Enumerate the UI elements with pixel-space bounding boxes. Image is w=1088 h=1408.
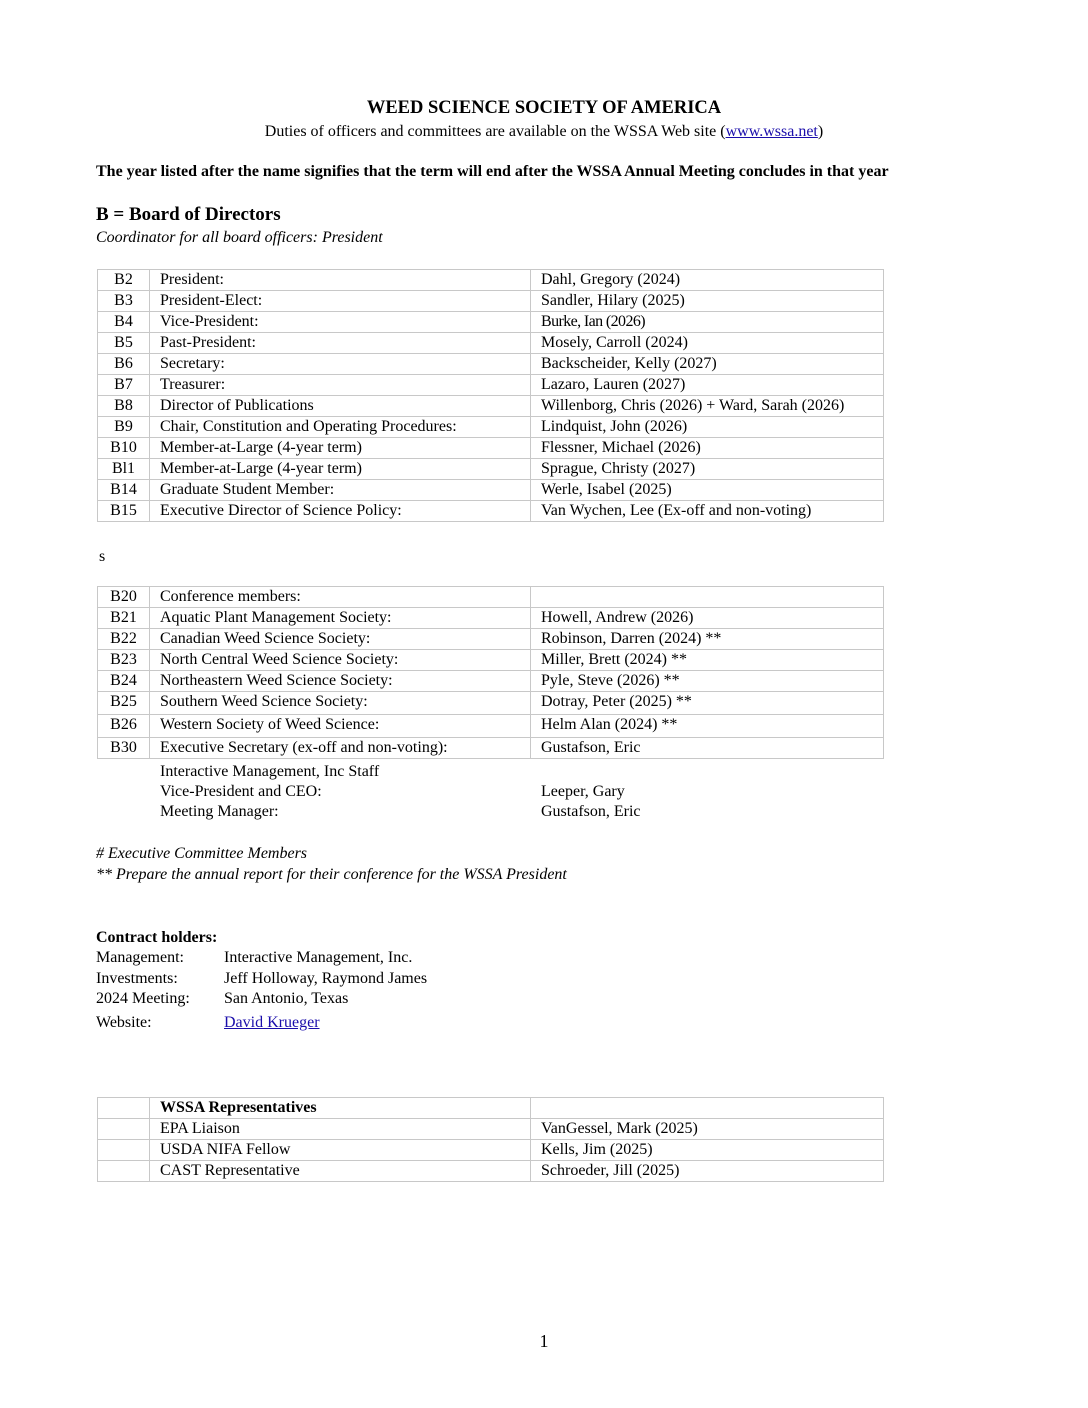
row-code: B9 [98,417,150,438]
row-code: B23 [98,650,150,671]
row-code [98,1119,150,1140]
row-code: B5 [98,333,150,354]
row-name: Pyle, Steve (2026) ** [531,671,884,692]
subtitle-prefix: Duties of officers and committees are available on the WSSA Web site ( [264,123,726,140]
legend-annual-report: ** Prepare the annual report for their conference for the WSSA President [96,866,567,883]
row-code: B22 [98,629,150,650]
table-row [98,480,884,501]
contract-row [96,948,412,968]
stray-character: s [99,548,106,565]
row-name: Howell, Andrew (2026) [531,608,884,629]
row-name [531,587,884,608]
table-row [98,375,884,396]
row-role: USDA NIFA Fellow [150,1140,531,1161]
row-name: Dahl, Gregory (2024) [531,270,884,291]
row-name [531,1098,884,1119]
table-row [98,438,884,459]
row-name: Gustafson, Eric [531,738,884,759]
contract-label: Investments: [96,970,178,987]
page-title: WEED SCIENCE SOCIETY OF AMERICA [366,98,722,118]
row-name: Werle, Isabel (2025) [531,480,884,501]
contract-label: 2024 Meeting: [96,990,190,1007]
contract-row [96,969,427,989]
row-code: B20 [98,587,150,608]
row-code: Bl1 [98,459,150,480]
board-coordinator: Coordinator for all board officers: President [96,229,383,246]
contract-row [96,1013,320,1033]
row-name: Van Wychen, Lee (Ex-off and non-voting) [531,501,884,522]
row-role: CAST Representative [150,1161,531,1182]
page-subtitle [0,123,1088,141]
board-table [97,269,884,522]
row-code: B15 [98,501,150,522]
row-role: Member-at-Large (4-year term) [150,438,531,459]
term-note: The year listed after the name signifies that the term will end after the WSSA Annual Meeting concludes in that year [96,163,889,180]
row-name: Lazaro, Lauren (2027) [531,375,884,396]
row-name: Robinson, Darren (2024) ** [531,629,884,650]
contract-holders-heading: Contract holders: [96,929,218,946]
staff-role: Meeting Manager: [160,803,279,820]
row-name: Mosely, Carroll (2024) [531,333,884,354]
row-name: Willenborg, Chris (2026) + Ward, Sarah (2026) [531,396,884,417]
staff-name: Gustafson, Eric [541,803,641,820]
table-row [98,312,884,333]
row-role: Past-President: [150,333,531,354]
row-role: Director of Publications [150,396,531,417]
table-row [98,291,884,312]
row-code: B14 [98,480,150,501]
table-row [98,270,884,291]
row-code: B25 [98,692,150,715]
row-role: Northeastern Weed Science Society: [150,671,531,692]
table-row [98,650,884,671]
row-code: B26 [98,715,150,738]
row-role: Chair, Constitution and Operating Procedures: [150,417,531,438]
table-row [98,629,884,650]
row-code: B7 [98,375,150,396]
row-name: Schroeder, Jill (2025) [531,1161,884,1182]
staff-heading: Interactive Management, Inc Staff [160,763,380,780]
row-code [98,1140,150,1161]
row-code: B2 [98,270,150,291]
contract-value: San Antonio, Texas [224,990,349,1007]
board-heading: B = Board of Directors [96,204,281,225]
row-name: Sprague, Christy (2027) [531,459,884,480]
table-row [98,608,884,629]
row-role: Member-at-Large (4-year term) [150,459,531,480]
table-row [98,692,884,715]
row-role: President: [150,270,531,291]
staff-name: Leeper, Gary [541,783,625,800]
row-name: Dotray, Peter (2025) ** [531,692,884,715]
staff-role: Vice-President and CEO: [160,783,322,800]
row-role: Graduate Student Member: [150,480,531,501]
row-name: Sandler, Hilary (2025) [531,291,884,312]
row-code: B10 [98,438,150,459]
row-code: B6 [98,354,150,375]
row-role: North Central Weed Science Society: [150,650,531,671]
contract-value: Interactive Management, Inc. [224,949,413,966]
conference-table [97,586,884,759]
table-row [98,715,884,738]
representatives-table [97,1097,884,1182]
table-row [98,1161,884,1182]
row-role: Southern Weed Science Society: [150,692,531,715]
row-role: Executive Director of Science Policy: [150,501,531,522]
page-number: 1 [539,1331,549,1351]
row-code [98,1161,150,1182]
row-role: EPA Liaison [150,1119,531,1140]
row-code: B30 [98,738,150,759]
row-code: B4 [98,312,150,333]
table-row [98,333,884,354]
table-row [98,671,884,692]
row-name: Backscheider, Kelly (2027) [531,354,884,375]
row-name: Helm Alan (2024) ** [531,715,884,738]
wssa-website-link[interactable]: www.wssa.net [725,123,818,140]
table-row [98,587,884,608]
row-role: Vice-President: [150,312,531,333]
table-row [98,354,884,375]
representatives-heading: WSSA Representatives [150,1098,531,1119]
contract-label: Website: [96,1014,152,1031]
row-role: Executive Secretary (ex-off and non-voting): [150,738,531,759]
row-code: B8 [98,396,150,417]
row-role: Secretary: [150,354,531,375]
row-name: Lindquist, John (2026) [531,417,884,438]
row-code: B3 [98,291,150,312]
table-row [98,1098,884,1119]
contract-row [96,989,348,1009]
table-row [98,1140,884,1161]
contract-label: Management: [96,949,184,966]
row-name: VanGessel, Mark (2025) [531,1119,884,1140]
row-role: Aquatic Plant Management Society: [150,608,531,629]
row-name: Flessner, Michael (2026) [531,438,884,459]
contract-value: Jeff Holloway, Raymond James [224,970,428,987]
website-contact-link[interactable]: David Krueger [224,1014,320,1031]
legend-exec-committee: # Executive Committee Members [96,845,308,862]
row-role: Canadian Weed Science Society: [150,629,531,650]
table-row [98,1119,884,1140]
row-code [98,1098,150,1119]
table-row [98,417,884,438]
subtitle-suffix: ) [817,123,824,140]
row-role: Treasurer: [150,375,531,396]
table-row [98,459,884,480]
row-role: Western Society of Weed Science: [150,715,531,738]
row-code: B21 [98,608,150,629]
row-name: Burke, Ian (2026) [531,312,884,333]
row-code: B24 [98,671,150,692]
row-role: President-Elect: [150,291,531,312]
table-row [98,738,884,759]
table-row [98,396,884,417]
row-name: Miller, Brett (2024) ** [531,650,884,671]
row-role: Conference members: [150,587,531,608]
table-row [98,501,884,522]
row-name: Kells, Jim (2025) [531,1140,884,1161]
